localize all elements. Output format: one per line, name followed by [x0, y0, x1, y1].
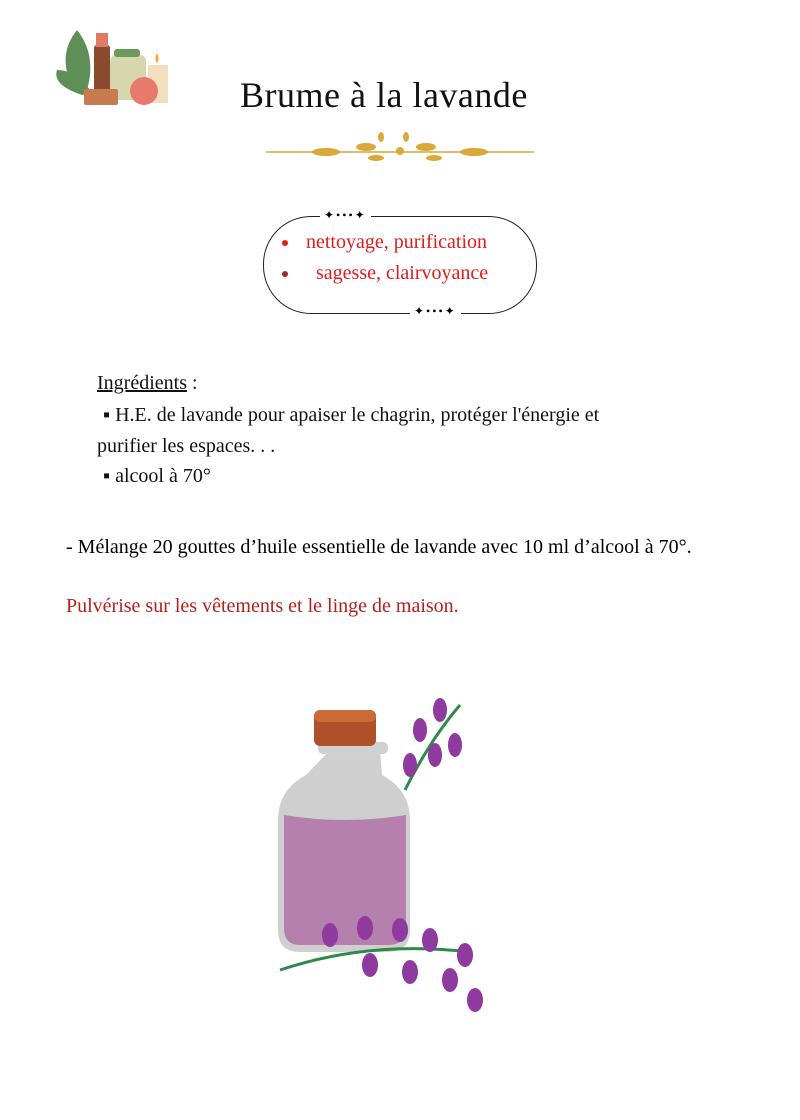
property-item — [282, 262, 488, 285]
usage-instruction: Pulvérise sur les vêtements et le linge de maison. — [66, 595, 459, 617]
bullet-icon — [282, 271, 288, 277]
lavender-bottle-illustration — [270, 690, 490, 1020]
ingredient-item: ▪ H.E. de lavande pour apaiser le chagrin, protéger l'énergie et — [103, 404, 600, 426]
page-title: Brume à la lavande — [240, 75, 528, 115]
frame-ornament-bottom: ✦•••✦ — [410, 304, 461, 319]
bullet-icon — [282, 240, 288, 246]
colon: : — [186, 372, 198, 394]
ingredients-label: Ingrédients — [97, 372, 187, 394]
ingredient-continuation: purifier les espaces. . . — [97, 435, 276, 457]
aromatherapy-illustration — [52, 25, 177, 110]
instruction-step: - Mélange 20 gouttes d’huile essentielle de lavande avec 10 ml d’alcool à 70°. — [66, 536, 692, 558]
ingredient-text: H.E. de lavande pour apaiser le chagrin, protéger l'énergie et — [115, 404, 600, 426]
ingredient-text: alcool à 70° — [115, 465, 211, 487]
property-item — [282, 231, 487, 254]
ingredients-heading — [97, 372, 198, 395]
gold-ornament-divider — [266, 132, 534, 170]
frame-ornament-top: ✦•••✦ — [320, 208, 371, 223]
property-text: nettoyage, purification — [306, 231, 488, 253]
property-text: sagesse, clairvoyance — [316, 262, 489, 284]
ingredient-item: ▪ alcool à 70° — [103, 465, 211, 487]
